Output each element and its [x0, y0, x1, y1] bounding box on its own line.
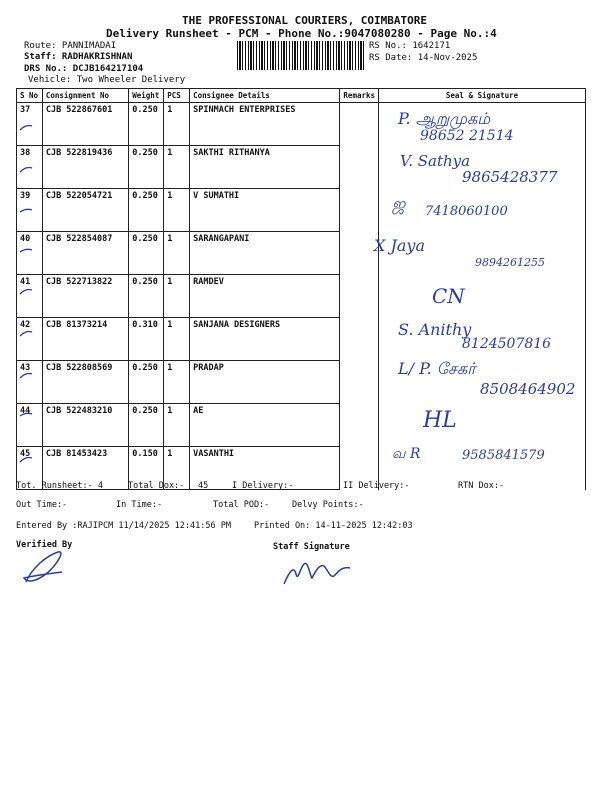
out-time: Out Time:-	[16, 500, 68, 510]
row-consignee: AE	[190, 404, 340, 447]
row-consignee: V SUMATHI	[190, 189, 340, 232]
row-weight: 0.250	[129, 189, 164, 232]
vehicle-label: Vehicle: Two Wheeler Delivery	[28, 75, 186, 85]
row-sno: 39	[17, 189, 43, 232]
row-weight: 0.310	[129, 318, 164, 361]
tot-runsheet: Tot. Runsheet:- 4	[16, 481, 103, 491]
signature-row-41-name: CN	[432, 284, 465, 308]
signature-row-38-name: V. Sathya	[400, 152, 471, 170]
staff-label: Staff: RADHAKRISHNAN	[24, 52, 133, 62]
table-header-row	[17, 89, 586, 103]
row-pcs: 1	[164, 189, 190, 232]
tick-mark	[20, 458, 32, 463]
tick-mark	[20, 290, 32, 295]
signature-row-45-name: வ R	[392, 446, 421, 462]
row-sno: 43	[17, 361, 43, 404]
signature-row-39-name: ஜ	[392, 194, 406, 213]
delvy-points: Delvy Points:-	[292, 500, 364, 510]
row-remarks	[340, 146, 379, 189]
row-sno: 45	[17, 447, 43, 490]
row-weight: 0.250	[129, 275, 164, 318]
signature-row-43-name: L/ P. சேகர்	[398, 359, 476, 378]
row-weight: 0.250	[129, 103, 164, 146]
row-remarks	[340, 232, 379, 275]
tick-mark	[20, 332, 32, 337]
row-pcs: 1	[164, 447, 190, 490]
row-pcs: 1	[164, 361, 190, 404]
row-weight: 0.250	[129, 361, 164, 404]
row-consignment: CJB 522854087	[42, 232, 128, 275]
signature-row-38-phone: 9865428377	[462, 168, 558, 186]
row-remarks	[340, 189, 379, 232]
staff-signature-label: Staff Signature	[273, 542, 350, 552]
route-label: Route: PANNIMADAI	[24, 41, 117, 51]
row-consignee: SARANGAPANI	[190, 232, 340, 275]
row-pcs: 1	[164, 103, 190, 146]
total-pod: Total POD:-	[213, 500, 270, 510]
signature-row-42-name: S. Anithy	[398, 320, 472, 339]
rs-date: RS Date: 14-Nov-2025	[369, 53, 478, 63]
row-consignee: SAKTHI RITHANYA	[190, 146, 340, 189]
row-consignee: SPINMACH ENTERPRISES	[190, 103, 340, 146]
entered-by: Entered By :RAJIPCM 11/14/2025 12:41:56 PM	[16, 521, 231, 531]
row-consignee: VASANTHI	[190, 447, 340, 490]
total-dox-label: Total Dox:-	[128, 481, 185, 491]
printed-on: Printed On: 14-11-2025 12:42:03	[254, 521, 413, 531]
verified-by-label: Verified By	[16, 540, 73, 550]
row-pcs: 1	[164, 146, 190, 189]
row-sno: 40	[17, 232, 43, 275]
row-remarks	[340, 404, 379, 447]
tick-mark	[20, 249, 32, 252]
col-header-weight: Weight	[129, 89, 164, 103]
row-weight: 0.250	[129, 404, 164, 447]
in-time: In Time:-	[116, 500, 163, 510]
signature-row-45-phone: 9585841579	[462, 448, 545, 463]
table-row	[17, 404, 586, 447]
total-dox-value: 45	[198, 481, 209, 491]
company-name: THE PROFESSIONAL COURIERS, COIMBATORE	[182, 14, 428, 27]
row-sno: 41	[17, 275, 43, 318]
tick-mark	[20, 374, 32, 379]
signature-row-42-phone: 8124507816	[462, 336, 552, 352]
row-sno: 37	[17, 103, 43, 146]
row-pcs: 1	[164, 232, 190, 275]
col-header-consignment: Consignment No	[42, 89, 128, 103]
row-consignment: CJB 522808569	[42, 361, 128, 404]
ii-delivery: II Delivery:-	[343, 481, 410, 491]
row-consignment: CJB 81373214	[42, 318, 128, 361]
row-consignee: PRADAP	[190, 361, 340, 404]
signature-row-44-name: HL	[423, 408, 457, 433]
barcode-image	[237, 41, 365, 70]
signature-row-40-phone: 9894261255	[475, 256, 545, 269]
signature-row-39-phone: 7418060100	[425, 204, 508, 219]
row-consignment: CJB 522867601	[42, 103, 128, 146]
tick-mark	[20, 209, 32, 212]
row-weight: 0.150	[129, 447, 164, 490]
row-pcs: 1	[164, 318, 190, 361]
col-header-consignee: Consignee Details	[190, 89, 340, 103]
rtn-dox: RTN Dox:-	[458, 481, 505, 491]
row-seal	[379, 275, 586, 318]
tick-mark	[20, 126, 32, 131]
row-consignment: CJB 81453423	[42, 447, 128, 490]
row-seal	[379, 404, 586, 447]
row-consignee: RAMDEV	[190, 275, 340, 318]
tick-mark	[20, 168, 32, 173]
drs-number: DRS No.: DCJB164217104	[24, 64, 144, 74]
row-consignment: CJB 522713822	[42, 275, 128, 318]
i-delivery: I Delivery:-	[232, 481, 294, 491]
row-remarks	[340, 318, 379, 361]
row-consignee: SANJANA DESIGNERS	[190, 318, 340, 361]
col-header-sno: S No	[17, 89, 43, 103]
row-pcs: 1	[164, 404, 190, 447]
tick-marks	[16, 100, 46, 480]
row-consignment: CJB 522054721	[42, 189, 128, 232]
signature-row-37-name: P. ஆறுமுகம்	[398, 109, 491, 128]
col-header-seal: Seal & Signature	[379, 89, 586, 103]
row-sno: 38	[17, 146, 43, 189]
rs-number: RS No.: 1642171	[369, 41, 451, 51]
row-remarks	[340, 103, 379, 146]
row-pcs: 1	[164, 275, 190, 318]
row-consignment: CJB 522483210	[42, 404, 128, 447]
signature-row-43-phone: 8508464902	[480, 380, 576, 398]
row-sno: 44	[17, 404, 43, 447]
row-weight: 0.250	[129, 232, 164, 275]
signature-row-40-name: X Jaya	[374, 236, 426, 255]
verified-signature	[18, 548, 78, 588]
row-consignment: CJB 522819436	[42, 146, 128, 189]
signature-row-37-phone: 98652 21514	[420, 128, 514, 144]
row-remarks	[340, 275, 379, 318]
row-sno: 42	[17, 318, 43, 361]
runsheet-title: Delivery Runsheet - PCM - Phone No.:9047080280 - Page No.:4	[106, 27, 497, 40]
tick-mark	[20, 413, 32, 416]
row-weight: 0.250	[129, 146, 164, 189]
col-header-remarks: Remarks	[340, 89, 379, 103]
staff-signature	[280, 556, 360, 590]
col-header-pcs: PCS	[164, 89, 190, 103]
row-remarks	[340, 361, 379, 404]
runsheet-table	[16, 88, 586, 490]
table-row	[17, 275, 586, 318]
